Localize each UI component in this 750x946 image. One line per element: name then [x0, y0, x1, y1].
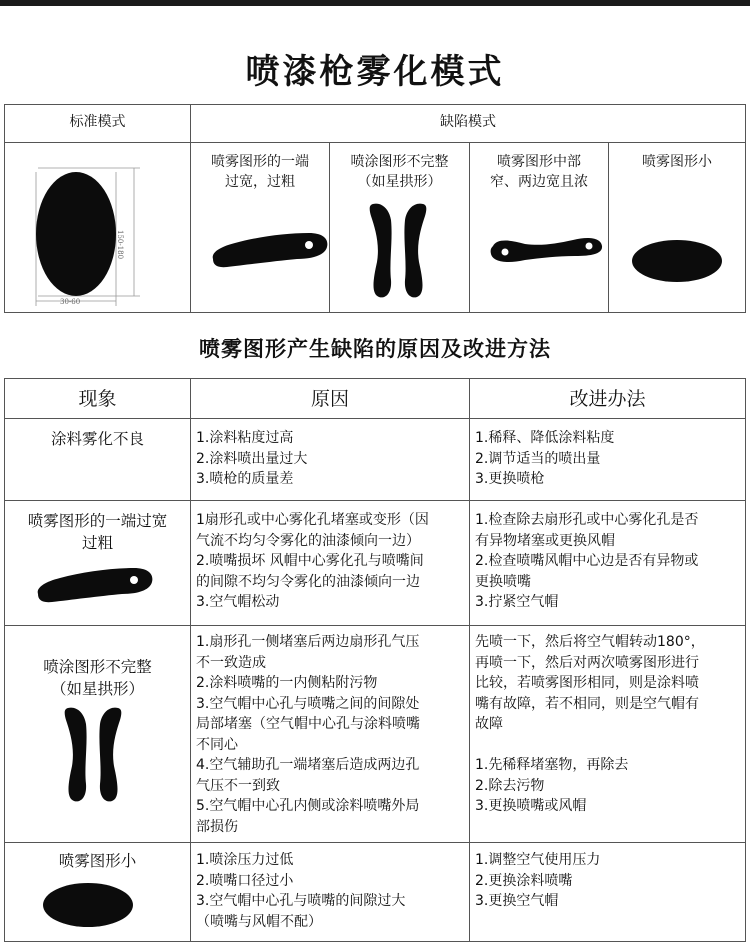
phenomenon-line: 过粗 — [81, 534, 113, 552]
row-3-pattern — [60, 704, 130, 806]
defect-mode-header: 缺陷模式 — [440, 114, 496, 130]
row-2-cause — [196, 510, 429, 613]
defect-1-pattern — [205, 225, 330, 275]
row-2-pattern — [30, 562, 155, 608]
cause-line: 5.空气帽中心孔内侧或涂料喷嘴外局 — [196, 798, 420, 814]
header-cause: 原因 — [310, 388, 349, 410]
cause-line: 气压不一到致 — [196, 777, 280, 794]
method-line: 3.拧紧空气帽 — [475, 594, 559, 610]
cause-line: 3.空气帽中心孔与喷嘴的间隙过大 — [196, 893, 406, 909]
method-line: 3.更换喷嘴或风帽 — [475, 798, 587, 814]
defect-4-caption — [609, 152, 745, 172]
method-line: 嘴有故障，若不相同，则是空气帽有 — [475, 695, 699, 712]
row-3-phenomenon — [5, 656, 190, 700]
defect-3-caption-line: 喷雾图形中部 — [497, 154, 581, 170]
method-line: 比较，若喷雾图形相同，则是涂料喷 — [475, 675, 699, 691]
row-4-cause — [196, 850, 405, 932]
cause-line: 1扇形孔或中心雾化孔堵塞或变形（因 — [196, 512, 429, 528]
method-line: 再喷一下，然后对两次喷雾图形进行 — [475, 654, 699, 671]
method-line: 3.更换喷枪 — [475, 471, 545, 487]
defect-3-caption — [470, 152, 608, 192]
standard-ellipse — [36, 172, 116, 296]
row-2-method — [475, 510, 698, 613]
header-method: 改进办法 — [569, 388, 646, 410]
height-dim-label: 150-180 — [116, 230, 124, 260]
method-line — [475, 735, 705, 756]
row-3-method — [475, 632, 705, 817]
cause-line: 3.空气帽松动 — [196, 594, 280, 610]
defect-1-caption-line: 喷雾图形的一端 — [211, 154, 309, 170]
method-line: 3.更换空气帽 — [475, 893, 559, 909]
cause-line: 2.涂料喷出量过大 — [196, 450, 308, 467]
cause-line: 气流不均匀令雾化的油漆倾向一边） — [196, 532, 420, 549]
defect-2-caption-line: 喷涂图形不完整 — [350, 154, 449, 170]
cause-line: （喷嘴与风帽不配） — [196, 913, 322, 930]
method-line: 1.先稀释堵塞物，再除去 — [475, 757, 629, 773]
cause-line: 的间隙不均匀令雾化的油漆倾向一边 — [196, 573, 420, 590]
row-4-phenomenon — [5, 850, 190, 872]
defect-2-caption — [330, 152, 469, 192]
method-line: 1.调整空气使用压力 — [475, 852, 601, 868]
row-2-phenomenon — [5, 510, 190, 554]
row-3-cause — [196, 632, 420, 837]
method-line: 2.检查喷嘴风帽中心边是否有异物或 — [475, 553, 699, 569]
method-line: 2.调节适当的喷出量 — [475, 450, 601, 467]
method-line: 2.除去污物 — [475, 777, 545, 794]
method-line: 故障 — [475, 716, 503, 732]
cause-line: 不同心 — [196, 736, 238, 753]
phenomenon-line: 喷雾图形的一端过宽 — [27, 512, 168, 530]
defect-4-pattern — [630, 238, 726, 286]
defect-3-caption-line: 窄、两边宽且浓 — [490, 174, 588, 190]
method-line: 有异物堵塞或更换风帽 — [475, 532, 615, 549]
header-phenomenon: 现象 — [78, 388, 117, 410]
cause-line: 3.喷枪的质量差 — [196, 471, 294, 487]
cause-line: 2.喷嘴损坏 风帽中心雾化孔与喷嘴间 — [196, 553, 424, 569]
cause-line: 4.空气辅助孔一端堵塞后造成两边孔 — [196, 757, 420, 773]
defect-2-caption-line: （如星拱形） — [357, 174, 442, 190]
section-title: 喷雾图形产生缺陷的原因及改进方法 — [199, 337, 551, 361]
phenomenon-line: （如星拱形） — [50, 680, 144, 698]
cause-line: 2.喷嘴口径过小 — [196, 872, 294, 889]
cause-line: 部损伤 — [196, 818, 238, 835]
cause-line: 局部堵塞（空气帽中心孔与涂料喷嘴 — [196, 716, 420, 732]
method-line: 先喷一下，然后将空气帽转动180°， — [475, 634, 705, 650]
defect-1-caption — [191, 152, 329, 192]
defect-3-pattern — [485, 232, 607, 272]
phenomenon-line: 涂料雾化不良 — [50, 430, 144, 448]
cause-line: 不一致造成 — [196, 654, 266, 671]
row-1-cause — [196, 428, 307, 490]
cause-line: 1.扇形孔一侧堵塞后两边扇形孔气压 — [196, 634, 420, 650]
width-dim-label: 30-60 — [60, 298, 81, 306]
method-line: 更换喷嘴 — [475, 573, 531, 590]
cause-line: 3.空气帽中心孔与喷嘴之间的间隙处 — [196, 695, 420, 712]
cause-line: 1.喷涂压力过低 — [196, 852, 294, 868]
row-1-method — [475, 428, 614, 490]
standard-pattern-diagram — [20, 160, 170, 310]
method-line: 2.更换涂料喷嘴 — [475, 872, 573, 889]
page-title: 喷漆枪雾化模式 — [245, 52, 505, 92]
phenomenon-line: 喷雾图形小 — [58, 852, 137, 870]
defect-4-caption-line: 喷雾图形小 — [642, 154, 712, 170]
row-4-method — [475, 850, 600, 912]
defect-1-caption-line: 过宽，过粗 — [225, 174, 295, 190]
method-line: 1.稀释、降低涂料粘度 — [475, 430, 615, 446]
row-1-phenomenon — [5, 428, 190, 450]
cause-line: 1.涂料粘度过高 — [196, 430, 294, 446]
cause-line: 2.涂料喷嘴的一内侧粘附污物 — [196, 675, 378, 691]
defect-2-pattern — [365, 200, 435, 302]
row-4-pattern — [40, 880, 136, 930]
phenomenon-line: 喷涂图形不完整 — [43, 658, 152, 676]
method-line: 1.检查除去扇形孔或中心雾化孔是否 — [475, 512, 699, 528]
standard-mode-header: 标准模式 — [69, 114, 126, 130]
